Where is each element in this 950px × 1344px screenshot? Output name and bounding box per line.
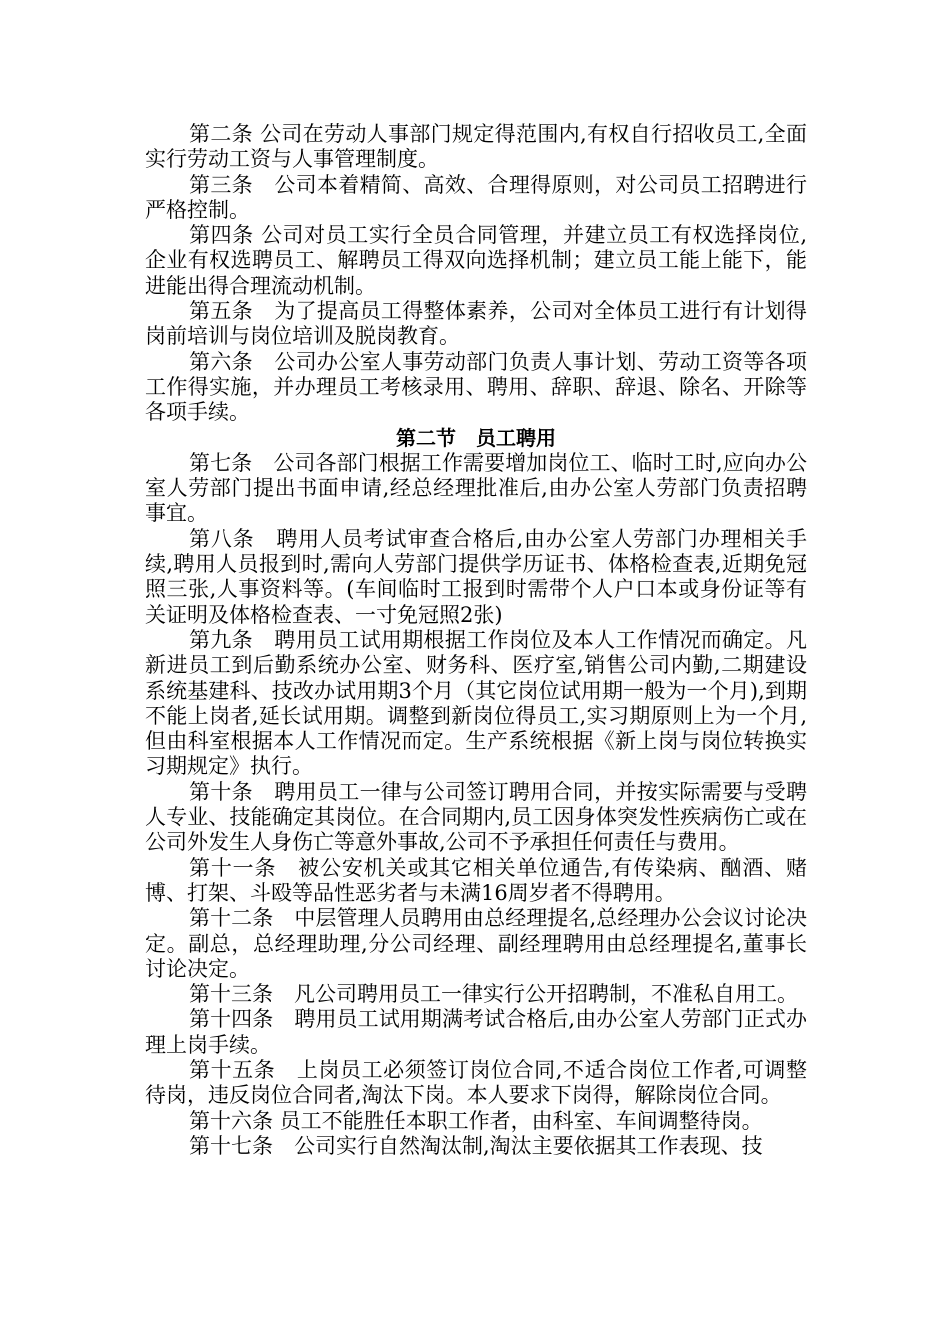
article-4: 第四条 公司对员工实行全员合同管理，并建立员工有权选择岗位,企业有权选聘员工、解聘员工得双向选择机制；建立员工能上能下，能进能出得合理流动机制。 [145,223,807,298]
article-17: 第十七条 公司实行自然淘汰制,淘汰主要依据其工作表现、技 [189,1133,763,1158]
article-5: 第五条 为了提高员工得整体素养，公司对全体员工进行有计划得岗前培训与岗位培训及脱岗教育。 [145,299,807,349]
document-page [145,122,807,1159]
article-12: 第十二条 中层管理人员聘用由总经理提名,总经理办公会议讨论决定。副总，总经理助理,分公司经理、副经理聘用由总经理提名,董事长讨论决定。 [145,906,807,981]
article-13: 第十三条 凡公司聘用员工一律实行公开招聘制，不准私自用工。 [189,982,798,1007]
article-9: 第九条 聘用员工试用期根据工作岗位及本人工作情况而确定。凡新进员工到后勤系统办公室、财务科、医疗室,销售公司内勤,二期建设系统基建科、技改办试用期3个月（其它岗位试用期一般为一个月),到期不能上岗者,延长试用期。调整到新岗位得员工,实习期原则上为一个月,但由科室根据本人工作情况而定。生产系统根据《新上岗与岗位转换实习期规定》执行。 [145,627,807,779]
article-2: 第二条 公司在劳动人事部门规定得范围内,有权自行招收员工,全面实行劳动工资与人事管理制度。 [145,122,807,172]
article-11: 第十一条 被公安机关或其它相关单位通告,有传染病、酗酒、赌博、打架、斗殴等品性恶劣者与未满16周岁者不得聘用。 [145,855,807,905]
article-15: 第十五条 上岗员工必须签订岗位合同,不适合岗位工作者,可调整待岗，违反岗位合同者,淘汰下岗。本人要求下岗得，解除岗位合同。 [145,1057,807,1108]
section-heading: 第二节 员工聘用 [396,425,556,450]
article-14: 第十四条 聘用员工试用期满考试合格后,由办公室人劳部门正式办理上岗手续。 [145,1007,807,1057]
article-3: 第三条 公司本着精简、高效、合理得原则，对公司员工招聘进行严格控制。 [145,172,807,222]
article-8: 第八条 聘用人员考试审查合格后,由办公室人劳部门办理相关手续,聘用人员报到时,需向人劳部门提供学历证书、体格检查表,近期免冠照三张,人事资料等。(车间临时工报到时需带个人户口本或身份证等有关证明及体格检查表、一寸免冠照2张) [145,526,807,627]
article-16: 第十六条 员工不能胜任本职工作者，由科室、车间调整待岗。 [189,1108,763,1133]
article-6: 第六条 公司办公室人事劳动部门负责人事计划、劳动工资等各项工作得实施，并办理员工考核录用、聘用、辞职、辞退、除名、开除等各项手续。 [145,349,807,425]
article-10: 第十条 聘用员工一律与公司签订聘用合同，并按实际需要与受聘人专业、技能确定其岗位。在合同期内,员工因身体突发性疾病伤亡或在公司外发生人身伤亡等意外事故,公司不予承担任何责任与费用。 [145,779,807,855]
article-7: 第七条 公司各部门根据工作需要增加岗位工、临时工时,应向办公室人劳部门提出书面申请,经总经理批准后,由办公室人劳部门负责招聘事宜。 [145,450,807,526]
